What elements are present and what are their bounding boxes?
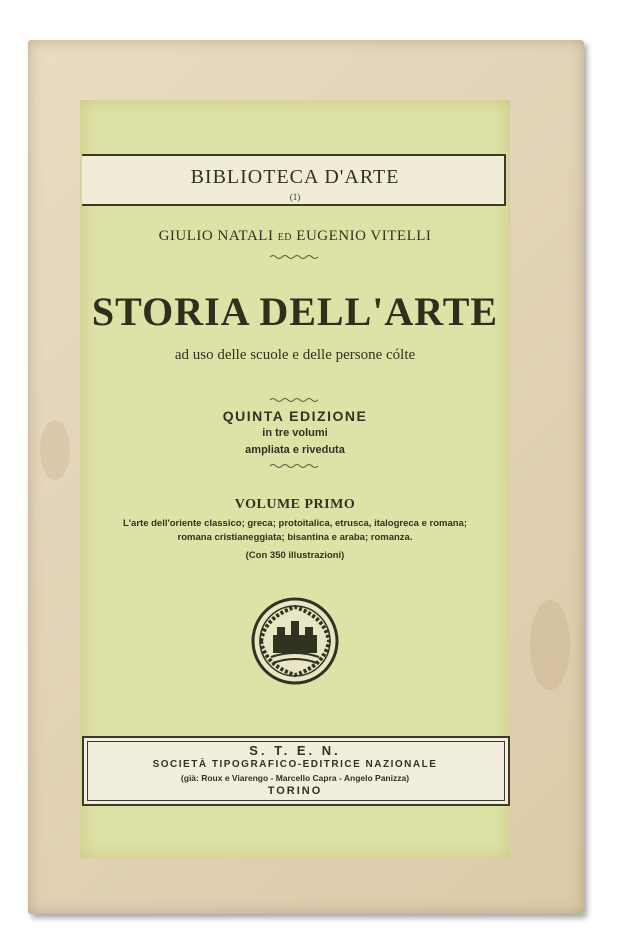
contents-line-2: romana cristianeggiata; bisantina e araba; romanza. <box>177 532 413 543</box>
publisher-city: TORINO <box>267 785 323 797</box>
publisher-name: SOCIETÀ TIPOGRAFICO-EDITRICE NAZIONALE <box>152 759 438 770</box>
author-joiner: ED <box>277 232 293 243</box>
volume-label: VOLUME PRIMO <box>234 497 356 512</box>
revised-label: ampliata e riveduta <box>245 444 345 456</box>
publisher-emblem-icon <box>251 597 339 685</box>
series-number: (1) <box>289 192 301 202</box>
volumes-label: in tre volumi <box>262 427 328 439</box>
publisher-former-names: (già: Roux e Viarengo - Marcello Capra - Angelo Panizza) <box>180 773 410 783</box>
ornament-squiggle <box>270 397 320 403</box>
book-title: STORIA DELL'ARTE <box>91 289 499 334</box>
author-1: GIULIO NATALI <box>158 228 274 244</box>
paper-stain <box>40 420 70 480</box>
ornament-squiggle <box>270 463 320 469</box>
authors-line <box>80 228 510 245</box>
ornament-squiggle <box>270 254 320 260</box>
paper-stain <box>530 600 570 690</box>
edition-label: QUINTA EDIZIONE <box>222 408 368 424</box>
contents-line-1: L'arte dell'oriente classico; greca; protoitalica, etrusca, italogreca e romana; <box>123 518 467 529</box>
illustrations-note: (Con 350 illustrazioni) <box>245 550 345 561</box>
author-2: EUGENIO VITELLI <box>296 228 432 244</box>
series-title: BIBLIOTECA D'ARTE <box>190 166 400 188</box>
book-subtitle: ad uso delle scuole e delle persone cólte <box>174 347 416 363</box>
publisher-abbreviation: S. T. E. N. <box>249 743 341 758</box>
